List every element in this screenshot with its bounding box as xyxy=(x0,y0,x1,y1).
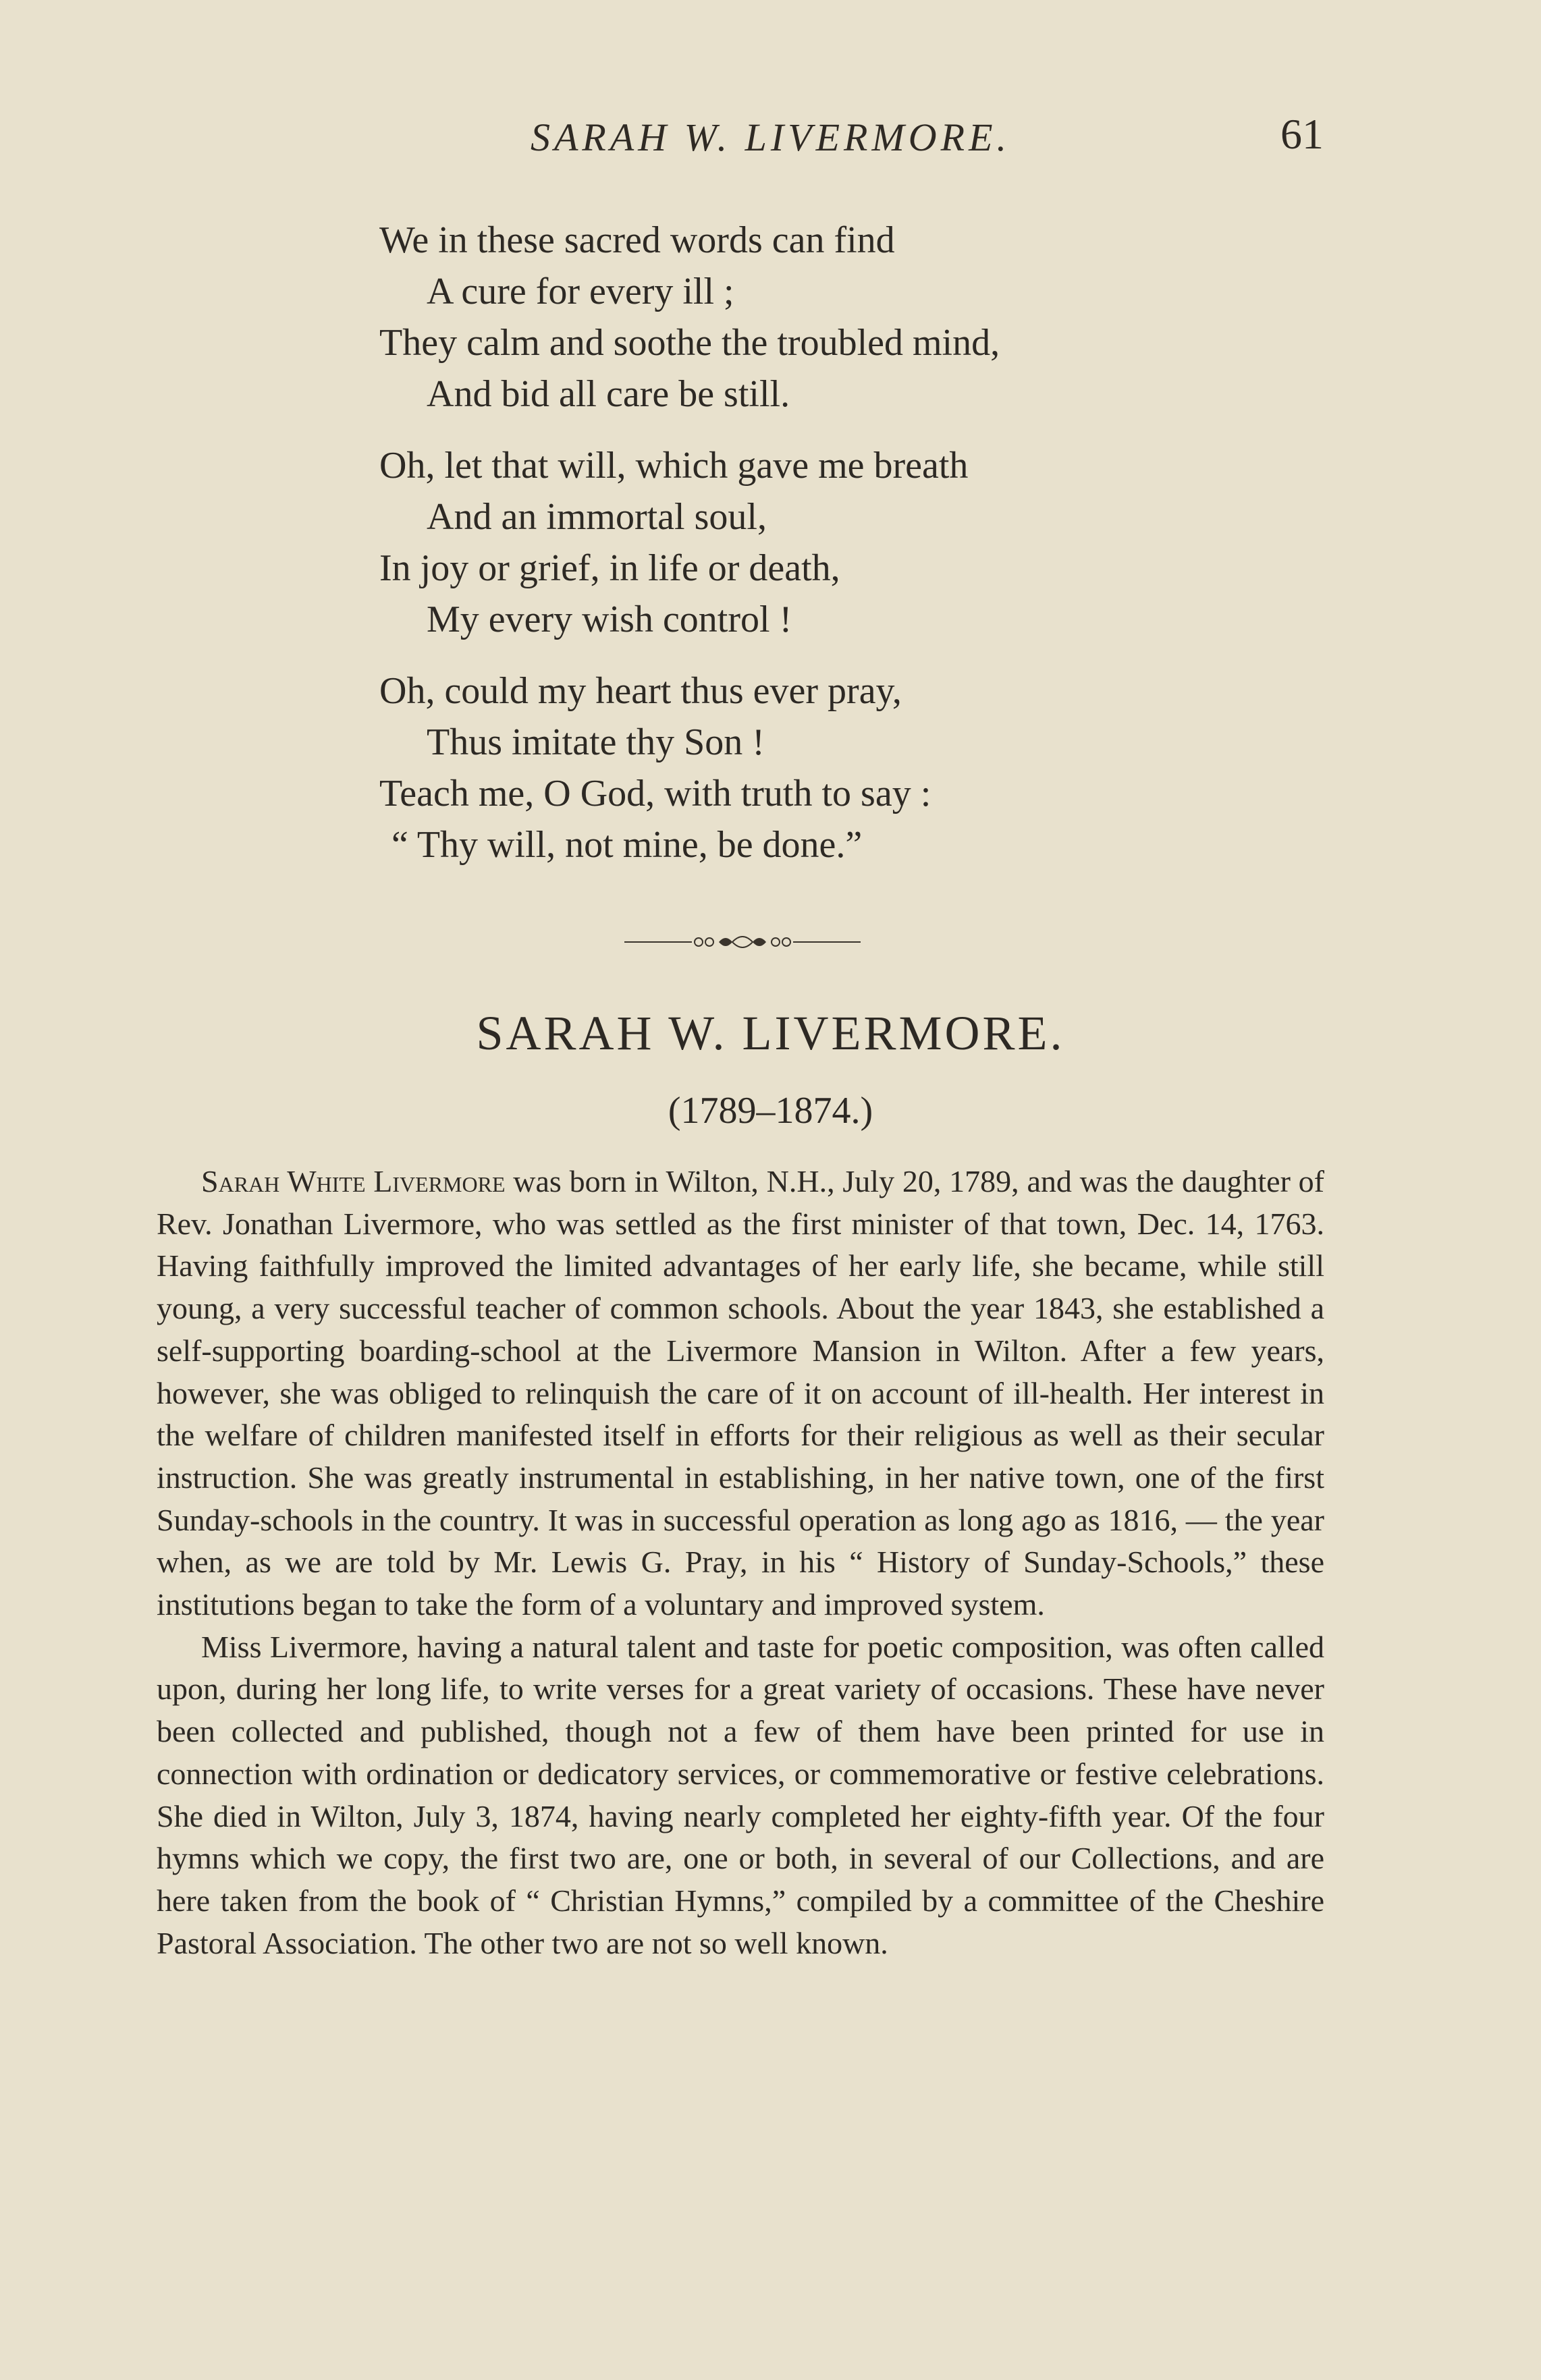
poem-line: We in these sacred words can find xyxy=(379,219,895,261)
page-number: 61 xyxy=(1280,110,1324,158)
subject-name: Sarah White Livermore xyxy=(201,1164,506,1198)
life-dates: (1789–1874.) xyxy=(668,1090,873,1132)
stanza-1 xyxy=(379,215,1324,420)
bio-paragraph-2: Miss Livermore, having a natural talent and taste for poetic composition, was often called upon, during her long life, to write verses for a great variety of occasions. These have never been collected and published, though not a few of them have been printed for use in connection with ordination or dedicatory services, or commemorative or festive celebrations. She died in Wilton, July 3, 1874, having nearly completed her eighty-fifth year. Of the four hymns which we copy, the first two are, one or both, in several of our Collections, and are here taken from the book of “ Christian Hymns,” compiled by a committee of the Cheshire Pastoral Association. The other two are not so well known. xyxy=(157,1629,1324,1960)
bio-paragraph-1 xyxy=(157,1161,1324,1626)
poem-line: And bid all care be still. xyxy=(427,373,790,415)
bio-paragraph-1-text: was born in Wilton, N.H., July 20, 1789, and was the daughter of Rev. Jonathan Livermore, who was settled as the first minister of that town, Dec. 14, 1763. Having faithfully improved the limited advantages of her early life, she became, while still young, a very successful teacher of common schools. About the year 1843, she established a self-supporting boarding-school at the Livermore Mansion in Wilton. After a few years, however, she was obliged to relinquish the care of it on account of ill-health. Her interest in the welfare of children manifested itself in efforts for their religious as well as their secular instruction. She was greatly instrumental in establishing, in her native town, one of the first Sunday-schools in the country. It was in successful operation as long ago as 1816, — the year when, as we are told by Mr. Lewis G. Pray, in his “ History of Sunday-Schools,” these institutions began to take the form of a voluntary and improved system. xyxy=(157,1164,1324,1622)
section-divider-ornament xyxy=(624,929,861,956)
poem-line: Thus imitate thy Son ! xyxy=(427,721,765,763)
running-title: SARAH W. LIVERMORE. xyxy=(530,115,1011,159)
poem-line: “ Thy will, not mine, be done.” xyxy=(391,824,863,866)
stanza-2 xyxy=(379,440,1324,645)
poem-line: Oh, could my heart thus ever pray, xyxy=(379,670,902,712)
stanza-3 xyxy=(379,665,1324,870)
poem-line: My every wish control ! xyxy=(427,599,792,640)
hymn-poem xyxy=(379,215,1324,891)
poem-line: And an immortal soul, xyxy=(427,496,767,538)
poem-line: Oh, let that will, which gave me breath xyxy=(379,445,969,487)
section-heading: SARAH W. LIVERMORE. xyxy=(476,1006,1065,1060)
biography-text xyxy=(157,1161,1324,1964)
poem-line: Teach me, O God, with truth to say : xyxy=(379,773,931,814)
poem-line: A cure for every ill ; xyxy=(427,271,734,312)
poem-line: In joy or grief, in life or death, xyxy=(379,547,840,589)
poem-line: They calm and soothe the troubled mind, xyxy=(379,322,1000,364)
